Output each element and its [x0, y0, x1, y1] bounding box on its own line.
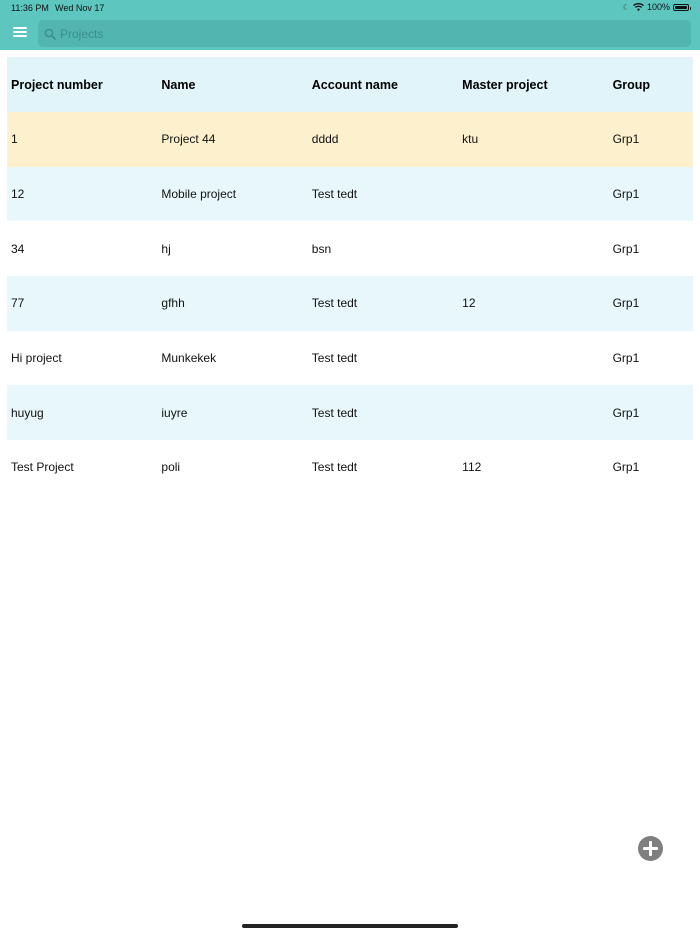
- cell-project-number: 34: [11, 241, 25, 256]
- projects-table: [7, 57, 693, 495]
- cell-master-project: ktu: [462, 132, 479, 147]
- hamburger-icon: [13, 27, 27, 29]
- cell-project-number: 1: [11, 132, 18, 147]
- cell-project-number: huyug: [11, 405, 44, 420]
- cell-project-number: 12: [11, 187, 25, 202]
- status-indicators: [623, 2, 689, 12]
- table-row[interactable]: [7, 221, 693, 276]
- column-header-project-number[interactable]: Project number: [11, 77, 103, 92]
- cell-group: Grp1: [612, 132, 640, 147]
- cell-group: Grp1: [612, 351, 640, 366]
- table-header-row: [7, 57, 693, 112]
- table-row[interactable]: [7, 276, 693, 331]
- table-row[interactable]: [7, 112, 693, 167]
- cell-group: Grp1: [612, 460, 640, 475]
- cell-name: iuyre: [161, 405, 188, 420]
- home-indicator[interactable]: [242, 924, 458, 928]
- battery-icon: [673, 4, 689, 11]
- battery-percent: 100%: [646, 2, 670, 12]
- cell-project-number: Hi project: [11, 351, 62, 366]
- moon-icon: ☾: [622, 2, 630, 12]
- cell-name: gfhh: [161, 296, 185, 311]
- cell-account-name: Test tedt: [311, 351, 358, 366]
- table-row[interactable]: [7, 385, 693, 440]
- search-bar[interactable]: [38, 20, 691, 47]
- cell-master-project: 112: [462, 460, 482, 475]
- cell-name: hj: [161, 241, 171, 256]
- column-header-master-project[interactable]: Master project: [462, 77, 548, 92]
- cell-account-name: dddd: [311, 132, 339, 147]
- top-bar: [0, 0, 700, 50]
- cell-group: Grp1: [612, 187, 640, 202]
- cell-name: Munkekek: [161, 351, 217, 366]
- table-row[interactable]: [7, 440, 693, 495]
- cell-account-name: Test tedt: [311, 296, 358, 311]
- cell-master-project: 12: [462, 296, 476, 311]
- cell-group: Grp1: [612, 241, 640, 256]
- table-row[interactable]: [7, 167, 693, 222]
- cell-account-name: bsn: [311, 241, 332, 256]
- cell-group: Grp1: [612, 405, 640, 420]
- status-bar: [0, 0, 700, 18]
- menu-button[interactable]: [13, 27, 27, 41]
- column-header-account-name[interactable]: Account name: [311, 77, 398, 92]
- cell-project-number: 77: [11, 296, 25, 311]
- wifi-icon: [633, 3, 644, 11]
- cell-group: Grp1: [612, 296, 640, 311]
- table-row[interactable]: [7, 331, 693, 386]
- status-date: Wed Nov 17: [55, 3, 105, 13]
- search-icon: [44, 28, 56, 40]
- cell-name: Mobile project: [161, 187, 237, 202]
- column-header-group[interactable]: Group: [612, 77, 651, 92]
- cell-account-name: Test tedt: [311, 187, 358, 202]
- add-project-button[interactable]: [638, 836, 663, 861]
- cell-account-name: Test tedt: [311, 460, 358, 475]
- cell-project-number: Test Project: [11, 460, 74, 475]
- cell-name: poli: [161, 460, 181, 475]
- cell-account-name: Test tedt: [311, 405, 358, 420]
- column-header-name[interactable]: Name: [161, 77, 196, 92]
- status-time: 11:36 PM: [11, 3, 49, 13]
- cell-name: Project 44: [161, 132, 216, 147]
- search-input[interactable]: [60, 27, 660, 41]
